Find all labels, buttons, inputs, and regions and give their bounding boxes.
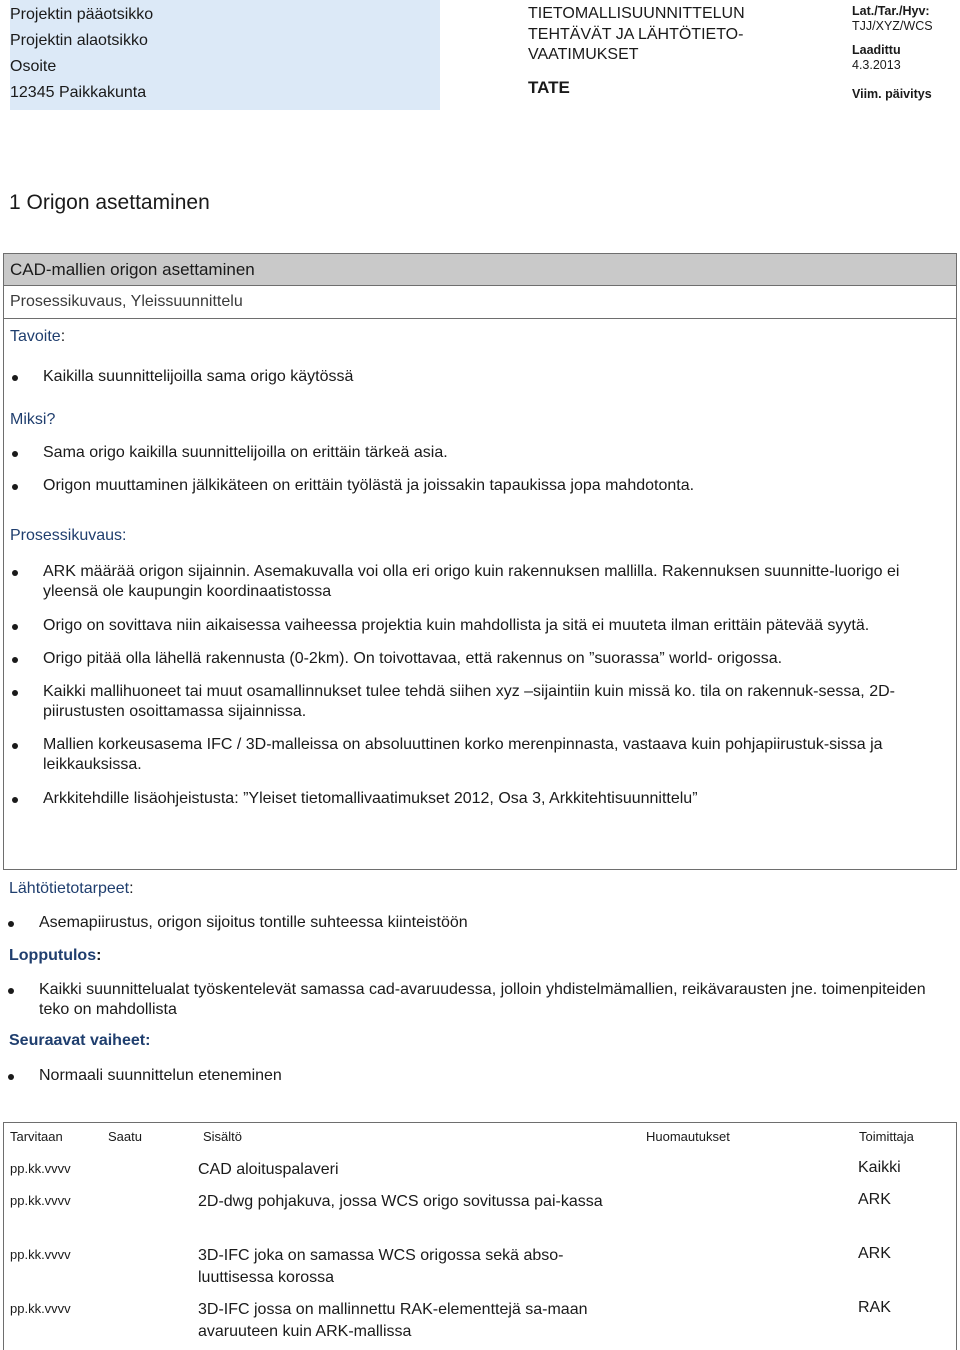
- list-item: Origo on sovittava niin aikaisessa vaiheessa projektia kuin mahdollista ja sitä ei muuteta ilman erittäin pätevää syytä.: [10, 616, 944, 636]
- prerequisites-colon: :: [129, 880, 134, 897]
- result-section: [9, 946, 949, 1020]
- updated-label: Viim. päivitys: [852, 87, 932, 101]
- document-meta-block: [852, 4, 958, 102]
- row-date: pp.kk.vvvv: [10, 1301, 71, 1316]
- list-item: Mallien korkeusasema IFC / 3D-malleissa on absoluuttinen korko merenpinnasta, vastaava kuin pohjapiirustuk-sissa ja leikkauksissa.: [10, 735, 944, 775]
- row-content: CAD aloituspalaveri: [198, 1161, 339, 1178]
- next-steps-section: [9, 1031, 949, 1086]
- author-value: TJJ/XYZ/WCS: [852, 19, 933, 33]
- document-title-line-3: VAATIMUKSET: [528, 46, 639, 63]
- project-info-block: [10, 0, 440, 110]
- list-item: Asemapiirustus, origon sijoitus tontille suhteessa kiinteistöön: [6, 913, 949, 933]
- project-main-title: Projektin pääotsikko: [10, 6, 154, 23]
- list-item: Arkkitehdille lisäohjeistusta: ”Yleiset tietomallivaatimukset 2012, Osa 3, Arkkitehtisuunnittelu”: [10, 789, 944, 809]
- author-label: Lat./Tar./Hyv:: [852, 4, 930, 18]
- goal-label: Tavoite: [10, 328, 61, 345]
- project-subtitle: Projektin alaotsikko: [10, 32, 148, 49]
- project-city: 12345 Paikkakunta: [10, 84, 147, 101]
- result-list: [6, 980, 949, 1020]
- row-content: 3D-IFC joka on samassa WCS origossa sekä abso-luuttisessa korossa: [198, 1247, 564, 1286]
- row-date: pp.kk.vvvv: [10, 1247, 71, 1262]
- why-heading: Miksi?: [10, 411, 56, 428]
- created-date: 4.3.2013: [852, 58, 901, 72]
- result-heading: [9, 946, 949, 966]
- next-steps-list: [6, 1066, 949, 1086]
- document-header: [0, 0, 960, 120]
- task-heading: CAD-mallien origon asettaminen: [4, 254, 956, 286]
- section-title: 1 Origon asettaminen: [9, 191, 210, 214]
- list-item: Origon muuttaminen jälkikäteen on erittäin työlästä ja joissakin tapaukissa jopa mahdotonta.: [10, 476, 944, 496]
- process-heading: Prosessikuvaus:: [10, 527, 127, 544]
- row-supplier: ARK: [858, 1245, 891, 1262]
- created-label: Laadittu: [852, 43, 901, 57]
- deliverables-table: [3, 1122, 957, 1350]
- prerequisites-section: [9, 879, 949, 933]
- col-header-supplier: Toimittaja: [859, 1129, 914, 1144]
- prerequisites-list: [6, 913, 949, 933]
- list-item: Normaali suunnittelun eteneminen: [6, 1066, 949, 1086]
- row-date: pp.kk.vvvv: [10, 1193, 71, 1208]
- col-header-needed: Tarvitaan: [10, 1129, 63, 1144]
- col-header-received: Saatu: [108, 1129, 142, 1144]
- list-item: Kaikki suunnittelualat työskentelevät samassa cad-avaruudessa, jolloin yhdistelmämallien, reikävarausten jne. toimenpiteiden teko on mahdollista: [6, 980, 949, 1020]
- list-item: Sama origo kaikilla suunnittelijoilla on erittäin tärkeä asia.: [10, 443, 944, 463]
- goal-list: [10, 367, 944, 387]
- document-code: TATE: [528, 77, 570, 97]
- prerequisites-label: Lähtötietotarpeet: [9, 880, 130, 897]
- task-body: [4, 327, 956, 809]
- list-item: ARK määrää origon sijainnin. Asemakuvalla voi olla eri origo kuin rakennuksen mallilla. Rakennuksen suunnitte-luorigo ei yleensä ole kaupungin koordinaatistossa: [10, 562, 944, 602]
- next-steps-heading: Seuraavat vaiheet:: [9, 1032, 151, 1049]
- document-title-block: [528, 4, 808, 98]
- goal-colon: :: [60, 328, 66, 345]
- list-item: Kaikilla suunnittelijoilla sama origo käytössä: [10, 367, 944, 387]
- row-content: 3D-IFC jossa on mallinnettu RAK-elementtejä sa-maan avaruuteen kuin ARK-mallissa: [198, 1301, 588, 1340]
- row-date: pp.kk.vvvv: [10, 1161, 71, 1176]
- result-colon: :: [96, 947, 102, 964]
- row-supplier: Kaikki: [858, 1159, 901, 1176]
- row-content: 2D-dwg pohjakuva, jossa WCS origo sovitussa pai-kassa: [198, 1193, 603, 1210]
- document-title-line-2: TEHTÄVÄT JA LÄHTÖTIETO-: [528, 25, 744, 43]
- process-list: [10, 562, 944, 809]
- why-list: [10, 443, 944, 496]
- list-item: Kaikki mallihuoneet tai muut osamallinnukset tulee tehdä siihen xyz –sijaintiin kuin missä ko. tila on rakennuk-sessa, 2D-piirustusten osoittamassa sijainnissa.: [10, 682, 944, 722]
- result-label: Lopputulos: [9, 947, 97, 964]
- col-header-content: Sisältö: [203, 1129, 243, 1144]
- goal-heading: [10, 327, 944, 347]
- task-subheading: Prosessikuvaus, Yleissuunnittelu: [4, 286, 956, 319]
- col-header-notes: Huomautukset: [646, 1129, 730, 1144]
- prerequisites-heading: [9, 879, 949, 899]
- list-item: Origo pitää olla lähellä rakennusta (0-2km). On toivottavaa, että rakennus on ”suorassa” world- origossa.: [10, 649, 944, 669]
- document-title-line-1: TIETOMALLISUUNNITTELUN: [528, 5, 745, 22]
- row-supplier: ARK: [858, 1191, 891, 1208]
- task-box: [3, 253, 957, 870]
- project-address: Osoite: [10, 58, 57, 75]
- row-supplier: RAK: [858, 1299, 891, 1316]
